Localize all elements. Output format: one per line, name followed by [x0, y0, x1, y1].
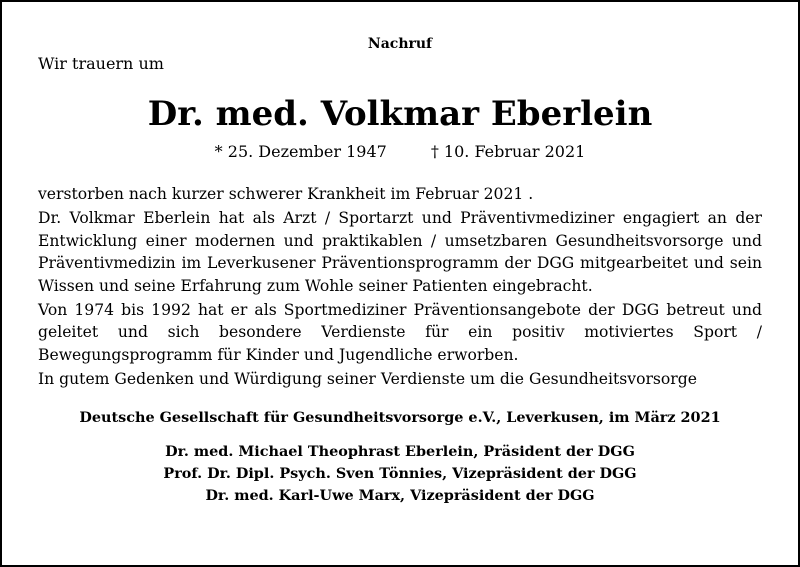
life-dates [38, 142, 762, 162]
signer: Prof. Dr. Dipl. Psych. Sven Tönnies, Vizepräsident der DGG [163, 464, 637, 482]
organization-line: Deutsche Gesellschaft für Gesundheitsvorsorge e.V., Leverkusen, im März 2021 [79, 408, 721, 426]
paragraph-achievements: Von 1974 bis 1992 hat er als Sportmediziner Präventionsangebote der DGG betreut und geleitet und sich besondere Verdienste für ein positiv motiviertes Sport / Bewegungsprogramm für Kinder und Jugendliche erworben. [38, 301, 762, 364]
paragraph-career: Dr. Volkmar Eberlein hat als Arzt / Sportarzt und Präventivmediziner engagiert an der Entwicklung einer modernen und praktikablen / umsetzbaren Gesundheitsvorsorge und Präventivmedizin im Leverkusener Präventionsprogramm der DGG mitgearbeitet und sein Wissen und seine Erfahrung zum Wohle seiner Patienten eingebracht. [38, 209, 762, 295]
paragraph-passing: verstorben nach kurzer schwerer Krankheit im Februar 2021 . [38, 185, 534, 203]
signer: Dr. med. Michael Theophrast Eberlein, Präsident der DGG [165, 442, 635, 460]
notice-heading: Nachruf [367, 36, 433, 52]
signers-list [38, 441, 762, 507]
deceased-name: Dr. med. Volkmar Eberlein [147, 94, 653, 134]
obituary-body [38, 183, 762, 391]
signer: Dr. med. Karl-Uwe Marx, Vizepräsident der DGG [205, 486, 595, 504]
birth-date: * 25. Dezember 1947 [214, 142, 387, 161]
intro-line: Wir trauern um [38, 54, 164, 73]
paragraph-remembrance: In gutem Gedenken und Würdigung seiner Verdienste um die Gesundheitsvorsorge [38, 370, 697, 389]
death-date: † 10. Februar 2021 [430, 142, 586, 161]
